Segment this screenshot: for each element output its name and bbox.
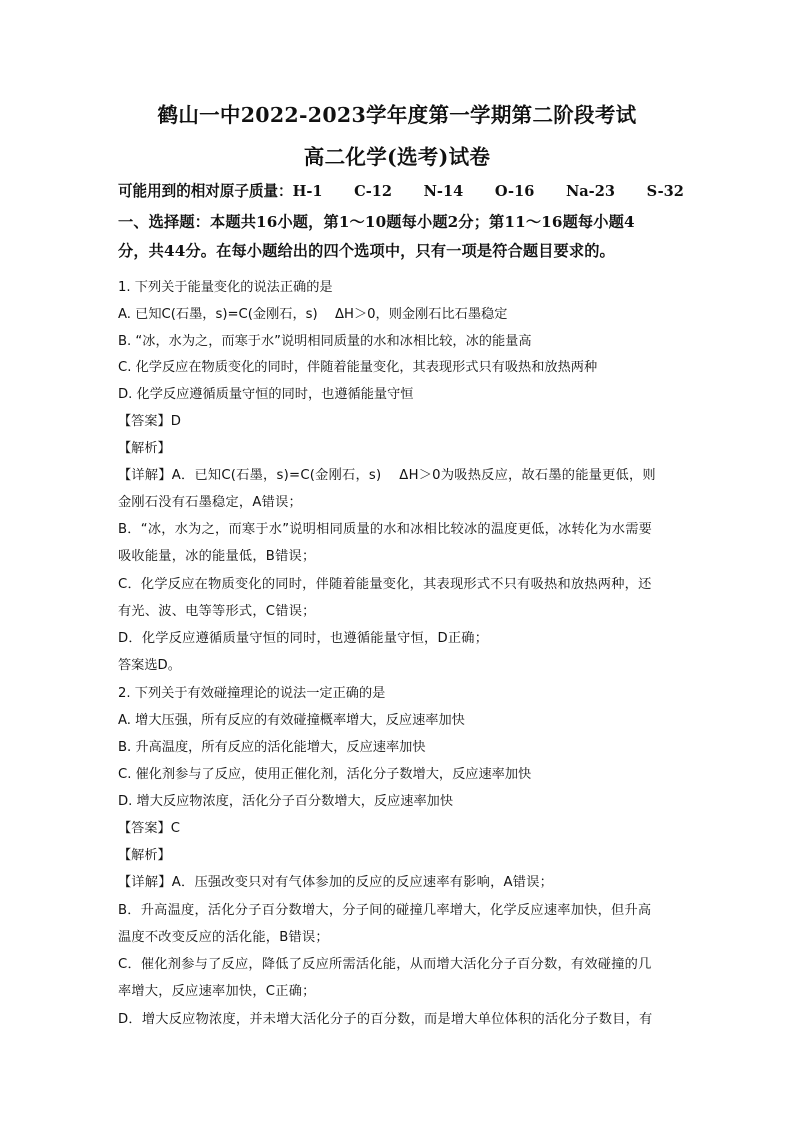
detail-text: 金刚石没有石墨稳定，A错误； bbox=[118, 495, 302, 510]
detail-text: 【详解】A．压强改变只对有气体参加的反应的反应速率有影响，A错误； bbox=[118, 875, 554, 890]
detail-text: D．化学反应遵循质量守恒的同时，也遵循能量守恒，D正确； bbox=[118, 631, 489, 646]
detail-text: 吸收能量，冰的能量低，B错误； bbox=[118, 549, 316, 564]
atomic-mass-item: H-1 bbox=[292, 182, 323, 200]
option-b: B. 升高温度，所有反应的活化能增大，反应速率加快 bbox=[118, 740, 426, 755]
atomic-mass-item: S-32 bbox=[646, 182, 684, 200]
detail-text: 有光、波、电等等形式，C错误； bbox=[118, 604, 316, 619]
option-c: C. 催化剂参与了反应，使用正催化剂，活化分子数增大，反应速率加快 bbox=[118, 767, 532, 782]
answer-label: 【答案】D bbox=[118, 414, 181, 429]
answer-label: 【答案】C bbox=[118, 821, 180, 836]
option-d: D. 化学反应遵循质量守恒的同时，也遵循能量守恒 bbox=[118, 387, 414, 402]
exam-title: 鹤山一中2022-2023学年度第一学期第二阶段考试 bbox=[157, 103, 637, 127]
question-stem: 1. 下列关于能量变化的说法正确的是 bbox=[118, 280, 333, 295]
detail-text: B．升高温度，活化分子百分数增大，分子间的碰撞几率增大，化学反应速率加快，但升高 bbox=[118, 903, 652, 918]
section-heading: 分，共44分。在每小题给出的四个选项中，只有一项是符合题目要求的。 bbox=[118, 242, 615, 260]
analysis-label: 【解析】 bbox=[118, 441, 171, 456]
detail-text: 温度不改变反应的活化能，B错误； bbox=[118, 930, 329, 945]
question-stem: 2. 下列关于有效碰撞理论的说法一定正确的是 bbox=[118, 686, 386, 701]
analysis-label: 【解析】 bbox=[118, 848, 171, 863]
detail-text: C．催化剂参与了反应，降低了反应所需活化能，从而增大活化分子百分数，有效碰撞的几 bbox=[118, 957, 652, 972]
conclusion-text: 答案选D。 bbox=[118, 658, 181, 673]
atomic-mass-item: N-14 bbox=[423, 182, 464, 200]
atomic-mass-item: Na-23 bbox=[565, 182, 615, 200]
option-c: C. 化学反应在物质变化的同时，伴随着能量变化，其表现形式只有吸热和放热两种 bbox=[118, 360, 598, 375]
detail-text: D．增大反应物浓度，并未增大活化分子的百分数，而是增大单位体积的活化分子数目，有 bbox=[118, 1012, 653, 1027]
detail-text: B．“冰，水为之，而寒于水”说明相同质量的水和冰相比较冰的温度更低，冰转化为水需要 bbox=[118, 522, 653, 537]
detail-text: 【详解】A．已知C(石墨，s)=C(金刚石，s) ΔH＞0为吸热反应，故石墨的能量更低，则 bbox=[118, 468, 656, 483]
option-d: D. 增大反应物浓度，活化分子百分数增大，反应速率加快 bbox=[118, 794, 454, 809]
atomic-mass-item: O-16 bbox=[494, 182, 535, 200]
detail-text: C．化学反应在物质变化的同时，伴随着能量变化，其表现形式不只有吸热和放热两种，还 bbox=[118, 577, 652, 592]
atomic-mass-item: C-12 bbox=[354, 182, 393, 200]
atomic-masses-line bbox=[118, 180, 684, 201]
atomic-masses-label: 可能用到的相对原子质量： bbox=[118, 182, 293, 200]
option-a: A. 已知C(石墨，s)=C(金刚石，s) ΔH＞0，则金刚石比石墨稳定 bbox=[118, 307, 508, 322]
option-b: B. “冰，水为之，而寒于水”说明相同质量的水和冰相比较，冰的能量高 bbox=[118, 334, 532, 349]
section-heading: 一、选择题：本题共16小题，第1～10题每小题2分；第11～16题每小题4 bbox=[118, 213, 635, 231]
option-a: A. 增大压强，所有反应的有效碰撞概率增大，反应速率加快 bbox=[118, 713, 465, 728]
exam-subtitle: 高二化学(选考)试卷 bbox=[303, 145, 491, 169]
detail-text: 率增大，反应速率加快，C正确； bbox=[118, 984, 316, 999]
